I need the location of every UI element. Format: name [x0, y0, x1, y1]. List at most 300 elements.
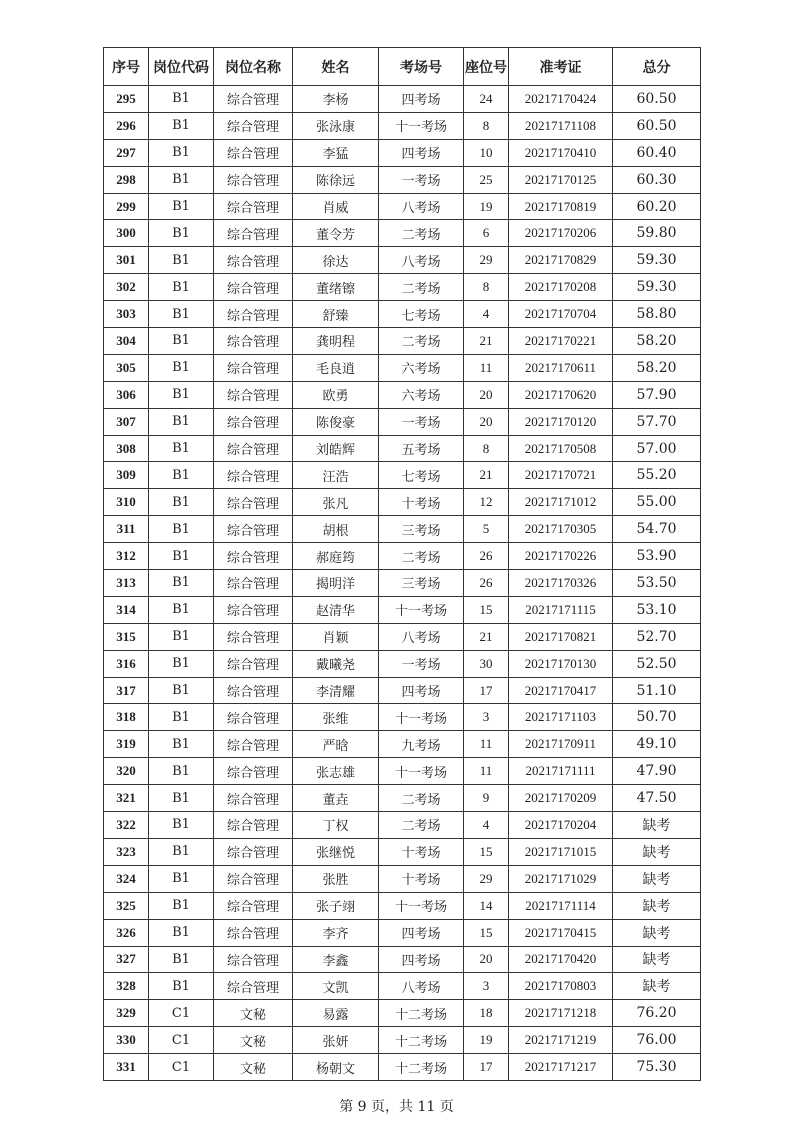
cell-position-code: B1 — [149, 973, 214, 1000]
cell-ticket: 20217171103 — [509, 704, 613, 731]
cell-position-name: 综合管理 — [214, 301, 293, 328]
cell-position-name: 综合管理 — [214, 247, 293, 274]
table-row — [104, 139, 701, 166]
table-row — [104, 381, 701, 408]
cell-exam-room: 八考场 — [379, 247, 464, 274]
cell-seat: 21 — [464, 623, 509, 650]
cell-score: 57.00 — [613, 435, 701, 462]
cell-name: 胡根 — [293, 516, 379, 543]
table-row — [104, 623, 701, 650]
cell-name: 揭明洋 — [293, 570, 379, 597]
cell-position-code: B1 — [149, 838, 214, 865]
cell-position-name: 综合管理 — [214, 328, 293, 355]
cell-seat: 17 — [464, 677, 509, 704]
cell-seat: 26 — [464, 543, 509, 570]
table-row — [104, 838, 701, 865]
cell-seq: 311 — [104, 516, 149, 543]
cell-ticket: 20217170611 — [509, 354, 613, 381]
cell-position-name: 综合管理 — [214, 650, 293, 677]
header-ticket: 准考证 — [509, 48, 613, 86]
cell-name: 李齐 — [293, 919, 379, 946]
cell-seq: 323 — [104, 838, 149, 865]
cell-score: 53.10 — [613, 596, 701, 623]
cell-score: 51.10 — [613, 677, 701, 704]
cell-seq: 324 — [104, 865, 149, 892]
cell-score: 53.50 — [613, 570, 701, 597]
cell-exam-room: 七考场 — [379, 301, 464, 328]
cell-name: 徐达 — [293, 247, 379, 274]
cell-ticket: 20217170508 — [509, 435, 613, 462]
cell-ticket: 20217171217 — [509, 1054, 613, 1081]
cell-position-code: B1 — [149, 596, 214, 623]
cell-position-code: C1 — [149, 1000, 214, 1027]
cell-score: 76.20 — [613, 1000, 701, 1027]
cell-name: 赵清华 — [293, 596, 379, 623]
cell-score: 55.00 — [613, 489, 701, 516]
cell-position-code: B1 — [149, 919, 214, 946]
cell-name: 龚明程 — [293, 328, 379, 355]
table-row — [104, 1000, 701, 1027]
table-row — [104, 543, 701, 570]
cell-seat: 14 — [464, 892, 509, 919]
cell-score: 60.50 — [613, 86, 701, 113]
table-body — [104, 86, 701, 1081]
cell-position-code: B1 — [149, 704, 214, 731]
cell-seat: 20 — [464, 408, 509, 435]
cell-seat: 8 — [464, 112, 509, 139]
header-seq: 序号 — [104, 48, 149, 86]
cell-position-name: 综合管理 — [214, 86, 293, 113]
cell-ticket: 20217170130 — [509, 650, 613, 677]
table-row — [104, 274, 701, 301]
cell-position-name: 综合管理 — [214, 381, 293, 408]
cell-position-name: 文秘 — [214, 1027, 293, 1054]
cell-exam-room: 一考场 — [379, 650, 464, 677]
cell-seq: 314 — [104, 596, 149, 623]
cell-ticket: 20217171115 — [509, 596, 613, 623]
cell-position-code: B1 — [149, 354, 214, 381]
header-position-code: 岗位代码 — [149, 48, 214, 86]
cell-position-code: B1 — [149, 220, 214, 247]
cell-score: 58.20 — [613, 328, 701, 355]
cell-position-code: B1 — [149, 462, 214, 489]
cell-name: 舒臻 — [293, 301, 379, 328]
cell-score: 60.20 — [613, 193, 701, 220]
cell-seat: 8 — [464, 435, 509, 462]
table-row — [104, 489, 701, 516]
cell-position-code: B1 — [149, 785, 214, 812]
cell-position-name: 综合管理 — [214, 973, 293, 1000]
cell-position-code: B1 — [149, 489, 214, 516]
cell-position-name: 综合管理 — [214, 112, 293, 139]
table-row — [104, 946, 701, 973]
cell-position-code: B1 — [149, 650, 214, 677]
table-row — [104, 247, 701, 274]
cell-position-name: 综合管理 — [214, 731, 293, 758]
cell-seat: 21 — [464, 328, 509, 355]
cell-seat: 4 — [464, 301, 509, 328]
cell-seq: 322 — [104, 812, 149, 839]
table-row — [104, 704, 701, 731]
cell-ticket: 20217170721 — [509, 462, 613, 489]
cell-ticket: 20217170206 — [509, 220, 613, 247]
cell-seq: 298 — [104, 166, 149, 193]
cell-seq: 329 — [104, 1000, 149, 1027]
cell-position-code: B1 — [149, 193, 214, 220]
cell-position-code: B1 — [149, 758, 214, 785]
cell-ticket: 20217171219 — [509, 1027, 613, 1054]
cell-position-code: B1 — [149, 139, 214, 166]
cell-exam-room: 十二考场 — [379, 1054, 464, 1081]
cell-seat: 11 — [464, 354, 509, 381]
cell-position-name: 综合管理 — [214, 677, 293, 704]
cell-seq: 330 — [104, 1027, 149, 1054]
cell-exam-room: 一考场 — [379, 408, 464, 435]
cell-seq: 305 — [104, 354, 149, 381]
cell-name: 董垚 — [293, 785, 379, 812]
header-exam-room: 考场号 — [379, 48, 464, 86]
cell-seq: 306 — [104, 381, 149, 408]
cell-score: 缺考 — [613, 946, 701, 973]
cell-seq: 310 — [104, 489, 149, 516]
cell-ticket: 20217170417 — [509, 677, 613, 704]
cell-exam-room: 三考场 — [379, 516, 464, 543]
cell-name: 张志雄 — [293, 758, 379, 785]
cell-exam-room: 十二考场 — [379, 1027, 464, 1054]
table-row — [104, 328, 701, 355]
cell-exam-room: 二考场 — [379, 812, 464, 839]
header-score: 总分 — [613, 48, 701, 86]
cell-name: 张凡 — [293, 489, 379, 516]
cell-score: 75.30 — [613, 1054, 701, 1081]
cell-score: 缺考 — [613, 838, 701, 865]
cell-position-name: 综合管理 — [214, 838, 293, 865]
cell-seat: 4 — [464, 812, 509, 839]
cell-score: 52.70 — [613, 623, 701, 650]
cell-seq: 321 — [104, 785, 149, 812]
cell-seat: 5 — [464, 516, 509, 543]
cell-seq: 325 — [104, 892, 149, 919]
cell-name: 欧勇 — [293, 381, 379, 408]
cell-exam-room: 十一考场 — [379, 758, 464, 785]
cell-position-name: 综合管理 — [214, 758, 293, 785]
cell-position-name: 综合管理 — [214, 570, 293, 597]
cell-name: 张继悦 — [293, 838, 379, 865]
cell-seat: 15 — [464, 838, 509, 865]
table-row — [104, 516, 701, 543]
cell-ticket: 20217170819 — [509, 193, 613, 220]
cell-position-name: 综合管理 — [214, 946, 293, 973]
cell-score: 55.20 — [613, 462, 701, 489]
cell-seat: 29 — [464, 247, 509, 274]
cell-exam-room: 四考场 — [379, 946, 464, 973]
cell-ticket: 20217170415 — [509, 919, 613, 946]
cell-score: 59.30 — [613, 274, 701, 301]
cell-name: 杨朝文 — [293, 1054, 379, 1081]
cell-seat: 3 — [464, 704, 509, 731]
cell-seat: 8 — [464, 274, 509, 301]
cell-seat: 12 — [464, 489, 509, 516]
cell-seq: 327 — [104, 946, 149, 973]
cell-position-name: 综合管理 — [214, 596, 293, 623]
cell-ticket: 20217170424 — [509, 86, 613, 113]
cell-exam-room: 六考场 — [379, 381, 464, 408]
cell-name: 戴曦尧 — [293, 650, 379, 677]
cell-position-name: 综合管理 — [214, 274, 293, 301]
table-row — [104, 865, 701, 892]
cell-score: 58.20 — [613, 354, 701, 381]
cell-name: 严晗 — [293, 731, 379, 758]
cell-exam-room: 十一考场 — [379, 892, 464, 919]
cell-score: 47.50 — [613, 785, 701, 812]
cell-score: 49.10 — [613, 731, 701, 758]
cell-position-code: B1 — [149, 570, 214, 597]
cell-seq: 295 — [104, 86, 149, 113]
cell-seq: 318 — [104, 704, 149, 731]
cell-position-code: B1 — [149, 892, 214, 919]
cell-name: 文凯 — [293, 973, 379, 1000]
cell-score: 缺考 — [613, 919, 701, 946]
cell-ticket: 20217170326 — [509, 570, 613, 597]
cell-exam-room: 八考场 — [379, 973, 464, 1000]
cell-seat: 3 — [464, 973, 509, 1000]
cell-seat: 25 — [464, 166, 509, 193]
cell-seq: 331 — [104, 1054, 149, 1081]
cell-score: 59.80 — [613, 220, 701, 247]
cell-ticket: 20217170125 — [509, 166, 613, 193]
cell-seat: 15 — [464, 596, 509, 623]
cell-position-code: C1 — [149, 1054, 214, 1081]
cell-name: 李鑫 — [293, 946, 379, 973]
cell-exam-room: 十一考场 — [379, 112, 464, 139]
cell-exam-room: 八考场 — [379, 623, 464, 650]
cell-seat: 19 — [464, 1027, 509, 1054]
cell-exam-room: 九考场 — [379, 731, 464, 758]
cell-ticket: 20217171114 — [509, 892, 613, 919]
cell-ticket: 20217170410 — [509, 139, 613, 166]
cell-seq: 308 — [104, 435, 149, 462]
table-row — [104, 462, 701, 489]
table-row — [104, 812, 701, 839]
cell-score: 52.50 — [613, 650, 701, 677]
cell-seq: 326 — [104, 919, 149, 946]
header-row — [104, 48, 701, 86]
cell-ticket: 20217171108 — [509, 112, 613, 139]
score-table — [103, 47, 701, 1081]
cell-position-code: B1 — [149, 677, 214, 704]
cell-position-code: B1 — [149, 166, 214, 193]
table-row — [104, 86, 701, 113]
cell-position-name: 综合管理 — [214, 892, 293, 919]
cell-exam-room: 五考场 — [379, 435, 464, 462]
cell-seq: 299 — [104, 193, 149, 220]
cell-position-name: 综合管理 — [214, 516, 293, 543]
cell-seat: 20 — [464, 381, 509, 408]
cell-seq: 309 — [104, 462, 149, 489]
cell-position-name: 综合管理 — [214, 623, 293, 650]
cell-exam-room: 二考场 — [379, 785, 464, 812]
table-row — [104, 758, 701, 785]
cell-score: 60.40 — [613, 139, 701, 166]
cell-seq: 300 — [104, 220, 149, 247]
cell-score: 缺考 — [613, 892, 701, 919]
cell-name: 董绪镲 — [293, 274, 379, 301]
table-row — [104, 892, 701, 919]
cell-position-code: B1 — [149, 112, 214, 139]
cell-name: 张维 — [293, 704, 379, 731]
table-row — [104, 731, 701, 758]
table-row — [104, 596, 701, 623]
cell-seat: 24 — [464, 86, 509, 113]
cell-position-code: B1 — [149, 731, 214, 758]
table-row — [104, 408, 701, 435]
table-row — [104, 193, 701, 220]
cell-position-name: 综合管理 — [214, 139, 293, 166]
table-row — [104, 650, 701, 677]
cell-seat: 15 — [464, 919, 509, 946]
cell-name: 肖威 — [293, 193, 379, 220]
cell-exam-room: 二考场 — [379, 220, 464, 247]
cell-position-code: B1 — [149, 812, 214, 839]
header-position-name: 岗位名称 — [214, 48, 293, 86]
table-row — [104, 570, 701, 597]
cell-name: 毛良逍 — [293, 354, 379, 381]
cell-seq: 313 — [104, 570, 149, 597]
cell-seq: 319 — [104, 731, 149, 758]
cell-ticket: 20217170803 — [509, 973, 613, 1000]
cell-score: 54.70 — [613, 516, 701, 543]
cell-position-name: 文秘 — [214, 1000, 293, 1027]
cell-score: 50.70 — [613, 704, 701, 731]
cell-position-name: 综合管理 — [214, 865, 293, 892]
cell-seq: 301 — [104, 247, 149, 274]
cell-position-code: B1 — [149, 623, 214, 650]
cell-ticket: 20217170226 — [509, 543, 613, 570]
cell-score: 60.50 — [613, 112, 701, 139]
table-row — [104, 166, 701, 193]
cell-position-code: C1 — [149, 1027, 214, 1054]
cell-seat: 9 — [464, 785, 509, 812]
cell-name: 董令芳 — [293, 220, 379, 247]
cell-exam-room: 七考场 — [379, 462, 464, 489]
cell-ticket: 20217170208 — [509, 274, 613, 301]
cell-exam-room: 二考场 — [379, 274, 464, 301]
table-row — [104, 973, 701, 1000]
cell-score: 76.00 — [613, 1027, 701, 1054]
cell-position-code: B1 — [149, 408, 214, 435]
cell-position-code: B1 — [149, 543, 214, 570]
cell-ticket: 20217170821 — [509, 623, 613, 650]
cell-ticket: 20217170420 — [509, 946, 613, 973]
cell-seq: 320 — [104, 758, 149, 785]
cell-seq: 296 — [104, 112, 149, 139]
cell-seq: 315 — [104, 623, 149, 650]
cell-exam-room: 十考场 — [379, 865, 464, 892]
cell-ticket: 20217171012 — [509, 489, 613, 516]
table-row — [104, 112, 701, 139]
cell-seq: 302 — [104, 274, 149, 301]
cell-name: 李猛 — [293, 139, 379, 166]
cell-name: 张子翊 — [293, 892, 379, 919]
cell-exam-room: 六考场 — [379, 354, 464, 381]
cell-ticket: 20217170305 — [509, 516, 613, 543]
cell-exam-room: 十一考场 — [379, 704, 464, 731]
cell-name: 郝庭筠 — [293, 543, 379, 570]
cell-score: 47.90 — [613, 758, 701, 785]
cell-position-code: B1 — [149, 328, 214, 355]
cell-exam-room: 十一考场 — [379, 596, 464, 623]
cell-name: 易露 — [293, 1000, 379, 1027]
cell-position-code: B1 — [149, 435, 214, 462]
cell-exam-room: 十考场 — [379, 838, 464, 865]
cell-score: 57.70 — [613, 408, 701, 435]
cell-name: 丁权 — [293, 812, 379, 839]
cell-name: 李清耀 — [293, 677, 379, 704]
cell-position-name: 综合管理 — [214, 704, 293, 731]
cell-position-name: 综合管理 — [214, 543, 293, 570]
cell-ticket: 20217170704 — [509, 301, 613, 328]
header-name: 姓名 — [293, 48, 379, 86]
table-row — [104, 220, 701, 247]
cell-exam-room: 十考场 — [379, 489, 464, 516]
cell-score: 缺考 — [613, 973, 701, 1000]
cell-seat: 19 — [464, 193, 509, 220]
cell-position-code: B1 — [149, 86, 214, 113]
cell-score: 缺考 — [613, 812, 701, 839]
cell-position-code: B1 — [149, 301, 214, 328]
cell-ticket: 20217170911 — [509, 731, 613, 758]
table-row — [104, 1027, 701, 1054]
cell-name: 张妍 — [293, 1027, 379, 1054]
cell-ticket: 20217170204 — [509, 812, 613, 839]
table-row — [104, 919, 701, 946]
cell-ticket: 20217171029 — [509, 865, 613, 892]
cell-seat: 30 — [464, 650, 509, 677]
cell-score: 59.30 — [613, 247, 701, 274]
table-row — [104, 301, 701, 328]
cell-exam-room: 四考场 — [379, 919, 464, 946]
cell-exam-room: 一考场 — [379, 166, 464, 193]
header-seat: 座位号 — [464, 48, 509, 86]
cell-ticket: 20217171015 — [509, 838, 613, 865]
cell-position-name: 综合管理 — [214, 408, 293, 435]
cell-seq: 328 — [104, 973, 149, 1000]
cell-ticket: 20217170620 — [509, 381, 613, 408]
cell-position-name: 综合管理 — [214, 785, 293, 812]
cell-position-name: 综合管理 — [214, 166, 293, 193]
cell-seat: 17 — [464, 1054, 509, 1081]
cell-seat: 11 — [464, 731, 509, 758]
cell-seq: 312 — [104, 543, 149, 570]
cell-seat: 21 — [464, 462, 509, 489]
cell-position-name: 综合管理 — [214, 812, 293, 839]
table-row — [104, 354, 701, 381]
cell-position-name: 综合管理 — [214, 435, 293, 462]
cell-ticket: 20217171111 — [509, 758, 613, 785]
cell-position-code: B1 — [149, 381, 214, 408]
cell-exam-room: 八考场 — [379, 193, 464, 220]
cell-name: 陈俊豪 — [293, 408, 379, 435]
cell-name: 汪浩 — [293, 462, 379, 489]
cell-position-code: B1 — [149, 946, 214, 973]
cell-exam-room: 四考场 — [379, 677, 464, 704]
cell-score: 57.90 — [613, 381, 701, 408]
cell-name: 张泳康 — [293, 112, 379, 139]
cell-position-code: B1 — [149, 247, 214, 274]
cell-exam-room: 二考场 — [379, 543, 464, 570]
cell-ticket: 20217170209 — [509, 785, 613, 812]
cell-seq: 303 — [104, 301, 149, 328]
